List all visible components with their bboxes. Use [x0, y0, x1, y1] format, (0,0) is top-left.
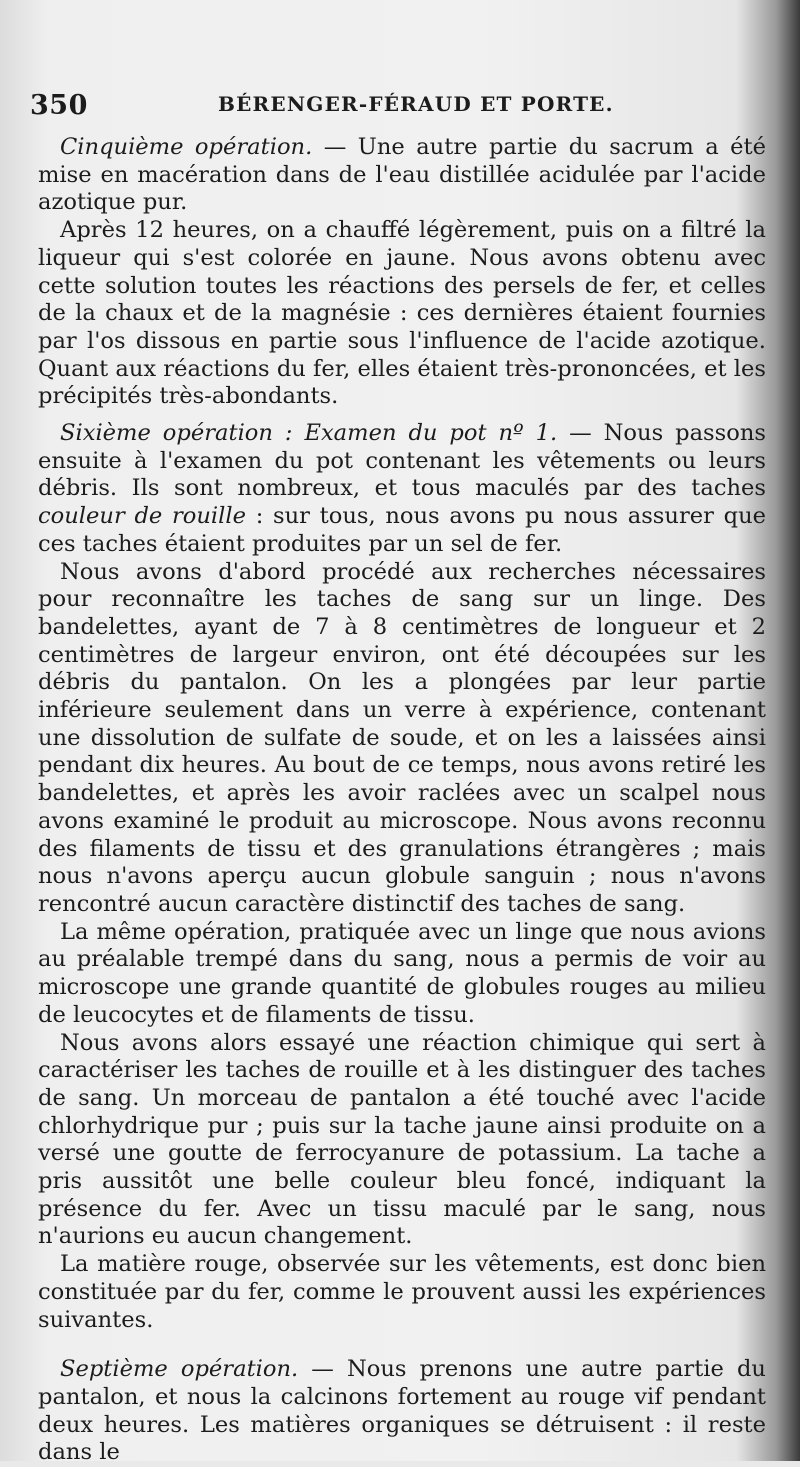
section-heading: Cinquième opération. — [60, 134, 313, 160]
paragraph-text: — Nous prenons une autre partie du pantalon, et nous la calcinons fortement au rouge vif pendant deux heures. Les matières organiques se détruisent : il reste dans le — [38, 1356, 766, 1466]
emphasized-text: couleur de rouille — [38, 503, 246, 530]
paragraph-text: La matière rouge, observée sur les vêtements, est donc bien constituée par du fer, comme le prouvent aussi les expériences suivantes. — [38, 1251, 766, 1333]
paragraph-text: Nous avons d'abord procédé aux recherches nécessaires pour reconnaître les taches de sang sur un linge. Des bandelettes, ayant de 7 à 8 centimètres de longueur et 2 centimètres de largeur environ, ont été découpées sur les débris du pantalon. On les a plongées par leur partie inférieure seulement dans un verre à expérience, contenant une dissolution de sulfate de soude, et on les a laissées ainsi pendant dix heures. Au bout de ce temps, nous avons retiré les bandelettes, et après les avoir raclées avec un scalpel nous avons examiné le produit au microscope. Nous avons reconnu des filaments de tissu et des granulations étrangères ; mais nous n'avons aperçu aucun globule sanguin ; nous n'avons rencontré aucun caractère distinctif des taches de sang. — [38, 558, 766, 917]
paragraph-cinquieme-operation — [38, 134, 766, 217]
section-heading: Septième opération. — [60, 1356, 299, 1383]
paragraph-text: Nous avons alors essayé une réaction chimique qui sert à caractériser les taches de rouille et à les distinguer des taches de sang. Un morceau de pantalon a été touché avec l'acide chlorhydrique pur ; puis sur la tache jaune ainsi produite on a versé une goutte de ferrocyanure de potassium. La tache a pris aussitôt une belle couleur bleu foncé, indiquant la présence du fer. Avec un tissu maculé par le sang, nous n'aurions eu aucun changement. — [38, 1029, 766, 1250]
paragraph-text: — Nous passons ensuite à l'examen du pot contenant les vêtements ou leurs débris. Ils sont nombreux, et tous maculés par des taches — [38, 420, 766, 502]
body-text — [38, 134, 766, 1467]
paragraph-septieme-operation — [38, 1356, 766, 1467]
section-heading: Sixième opération : Examen du pot nº 1. — [60, 420, 558, 447]
running-head: BÉRENGER-FÉRAUD ET PORTE. — [218, 92, 614, 116]
paragraph-text: : sur tous, nous avons pu nous assurer que ces taches étaient produites par un sel de fer. — [38, 503, 766, 557]
page-header — [30, 90, 760, 126]
paragraph-sixieme-operation — [38, 420, 766, 559]
paragraph-text: — Une autre partie du sacrum a été mise en macération dans de l'eau distillée acidulée par l'acide azotique pur. — [38, 134, 766, 216]
paragraph-text: La même opération, pratiquée avec un linge que nous avions au préalable trempé dans du sang, nous a permis de voir au microscope une grande quantité de globules rouges au milieu de leucocytes et de filaments de tissu. — [38, 918, 766, 1028]
paragraph — [38, 559, 766, 919]
paragraph — [38, 1251, 766, 1334]
page-number: 350 — [30, 90, 88, 121]
paragraph — [38, 1030, 766, 1252]
paragraph — [38, 217, 766, 411]
paragraph-text: Après 12 heures, on a chauffé légèrement, puis on a filtré la liqueur qui s'est colorée en jaune. Nous avons obtenu avec cette solution toutes les réactions des persels de fer, et celles de la chaux et de la magnésie : ces dernières étaient fournies par l'os dissous en partie sous l'influence de l'acide azotique. Quant aux réactions du fer, elles étaient très-prononcées, et les précipités très-abondants. — [38, 217, 766, 410]
paragraph — [38, 919, 766, 1030]
